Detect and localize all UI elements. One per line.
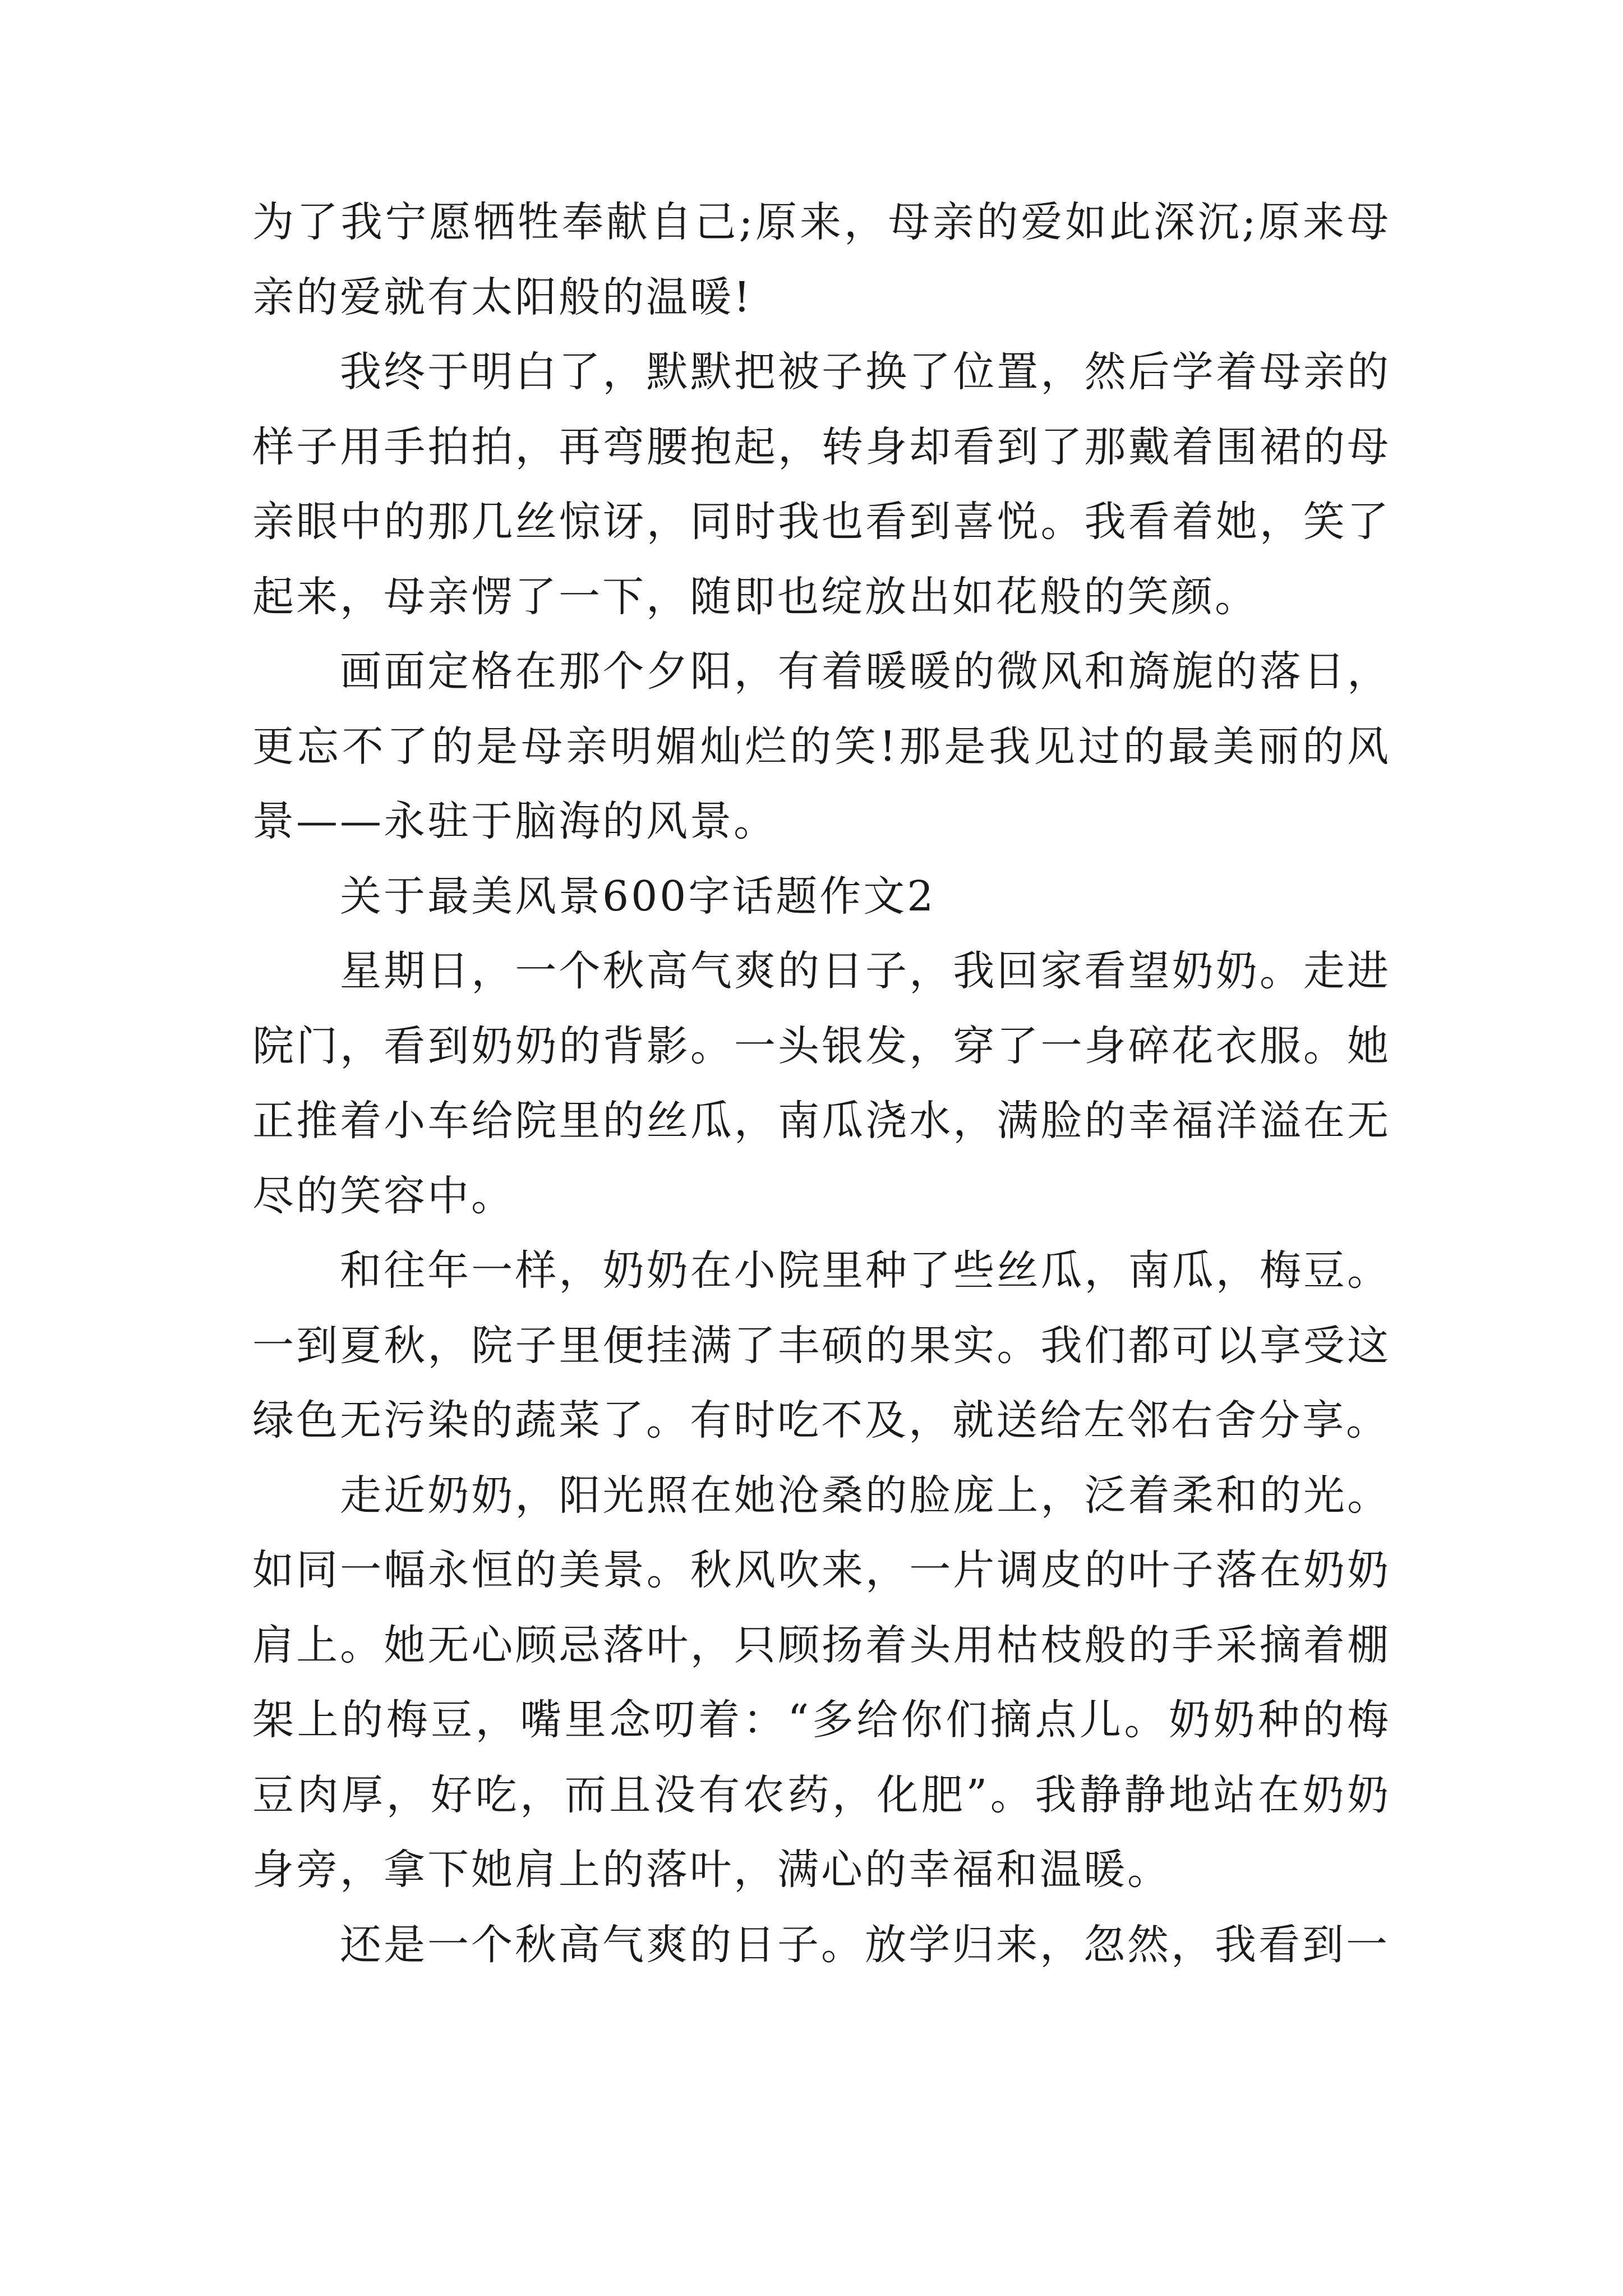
paragraph-freeze-frame: 画面定格在那个夕阳，有着暖暖的微风和旖旎的落日，更忘不了的是母亲明媚灿烂的笑!那是我见过的最美丽的风景——永驻于脑海的风景。 <box>252 647 1391 845</box>
document-body <box>252 185 1391 1982</box>
paragraph-approach: 走近奶奶，阳光照在她沧桑的脸庞上，泛着柔和的光。如同一幅永恒的美景。秋风吹来，一片调皮的叶子落在奶奶肩上。她无心顾忌落叶，只顾扬着头用枯枝般的手采摘着棚架上的梅豆，嘴里念叨着：“多给你们摘点儿。奶奶种的梅豆肉厚，好吃，而且没有农药，化肥”。我静静地站在奶奶身旁，拿下她肩上的落叶，满心的幸福和温暖。 <box>252 1471 1391 1894</box>
paragraph-another-day: 还是一个秋高气爽的日子。放学归来，忽然，我看到一 <box>340 1920 1390 1969</box>
section-title: 关于最美风景600字话题作文2 <box>340 872 936 921</box>
paragraph-continuation: 为了我宁愿牺牲奉献自己;原来，母亲的爱如此深沉;原来母亲的爱就有太阳般的温暖! <box>252 198 1391 321</box>
paragraph-sunday: 星期日，一个秋高气爽的日子，我回家看望奶奶。走进院门，看到奶奶的背影。一头银发，穿了一身碎花衣服。她正推着小车给院里的丝瓜，南瓜浇水，满脸的幸福洋溢在无尽的笑容中。 <box>252 947 1391 1220</box>
paragraph-garden: 和往年一样，奶奶在小院里种了些丝瓜，南瓜，梅豆。一到夏秋，院子里便挂满了丰硕的果实。我们都可以享受这绿色无污染的蔬菜了。有时吃不及，就送给左邻右舍分享。 <box>252 1246 1391 1444</box>
paragraph-understood: 我终于明白了，默默把被子换了位置，然后学着母亲的样子用手拍拍，再弯腰抱起，转身却看到了那戴着围裙的母亲眼中的那几丝惊讶，同时我也看到喜悦。我看着她，笑了起来，母亲愣了一下，随即也绽放出如花般的笑颜。 <box>252 348 1391 621</box>
